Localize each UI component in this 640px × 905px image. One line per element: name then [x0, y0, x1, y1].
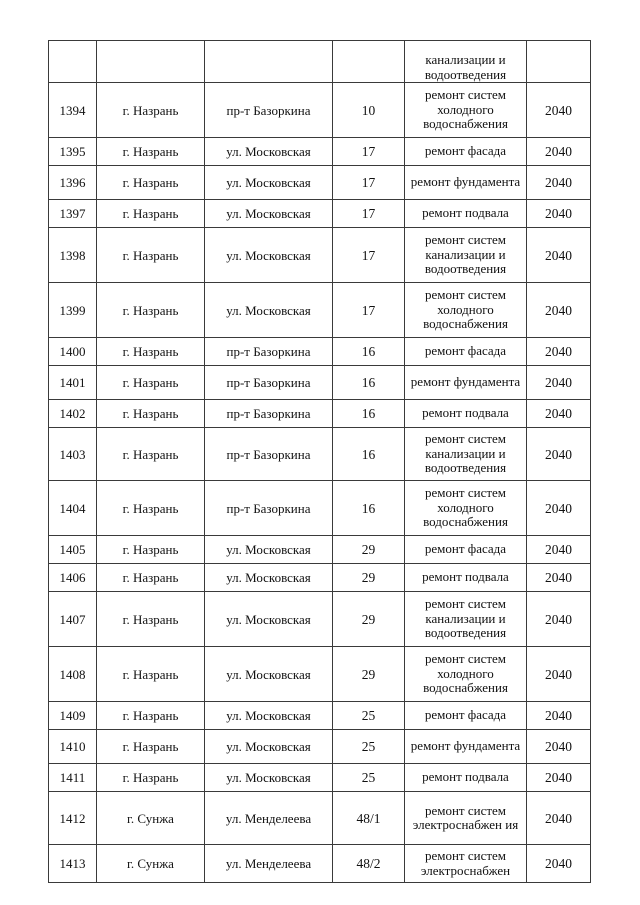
table-row — [49, 592, 591, 647]
table-row — [49, 338, 591, 366]
street-cell: ул. Менделеева — [205, 792, 333, 845]
house-cell: 16 — [333, 338, 405, 366]
row-number — [49, 41, 97, 83]
city-cell: г. Назрань — [97, 647, 205, 702]
table-row — [49, 138, 591, 166]
year-cell: 2040 — [527, 428, 591, 481]
row-number: 1399 — [49, 283, 97, 338]
work-type-cell: ремонт подвала — [405, 764, 527, 792]
city-cell: г. Назрань — [97, 764, 205, 792]
work-type-cell: ремонт систем холодного водоснабжения — [405, 283, 527, 338]
work-type-cell: ремонт фасада — [405, 536, 527, 564]
street-cell: ул. Московская — [205, 228, 333, 283]
year-cell: 2040 — [527, 400, 591, 428]
row-number: 1394 — [49, 83, 97, 138]
table-row — [49, 428, 591, 481]
table-row — [49, 792, 591, 845]
table-row — [49, 564, 591, 592]
street-cell: ул. Московская — [205, 764, 333, 792]
street-cell: ул. Московская — [205, 283, 333, 338]
row-number: 1411 — [49, 764, 97, 792]
house-cell — [333, 41, 405, 83]
house-cell: 16 — [333, 481, 405, 536]
house-cell: 17 — [333, 228, 405, 283]
table-row — [49, 83, 591, 138]
table-row — [49, 228, 591, 283]
work-type-cell: ремонт систем холодного водоснабжения — [405, 83, 527, 138]
city-cell: г. Назрань — [97, 564, 205, 592]
work-type-cell: ремонт фасада — [405, 702, 527, 730]
table-row — [49, 647, 591, 702]
row-number: 1408 — [49, 647, 97, 702]
repair-schedule-table — [48, 40, 591, 883]
year-cell: 2040 — [527, 845, 591, 883]
street-cell: ул. Московская — [205, 536, 333, 564]
street-cell — [205, 41, 333, 83]
city-cell: г. Назрань — [97, 592, 205, 647]
work-type-cell: ремонт фундамента — [405, 166, 527, 200]
house-cell: 16 — [333, 428, 405, 481]
row-number: 1410 — [49, 730, 97, 764]
house-cell: 17 — [333, 166, 405, 200]
street-cell: пр-т Базоркина — [205, 428, 333, 481]
city-cell: г. Назрань — [97, 283, 205, 338]
city-cell: г. Сунжа — [97, 792, 205, 845]
house-cell: 17 — [333, 138, 405, 166]
city-cell: г. Назрань — [97, 166, 205, 200]
house-cell: 25 — [333, 702, 405, 730]
row-number: 1401 — [49, 366, 97, 400]
house-cell: 48/2 — [333, 845, 405, 883]
year-cell: 2040 — [527, 228, 591, 283]
year-cell: 2040 — [527, 481, 591, 536]
work-type-cell: ремонт систем холодного водоснабжения — [405, 481, 527, 536]
table-row — [49, 536, 591, 564]
city-cell: г. Назрань — [97, 138, 205, 166]
house-cell: 16 — [333, 400, 405, 428]
house-cell: 29 — [333, 647, 405, 702]
house-cell: 29 — [333, 536, 405, 564]
year-cell: 2040 — [527, 83, 591, 138]
work-type-cell: канализации и водоотведения — [405, 41, 527, 83]
street-cell: ул. Московская — [205, 166, 333, 200]
city-cell: г. Назрань — [97, 536, 205, 564]
table-body — [49, 41, 591, 883]
street-cell: ул. Московская — [205, 730, 333, 764]
work-type-cell: ремонт фасада — [405, 338, 527, 366]
city-cell: г. Назрань — [97, 200, 205, 228]
house-cell: 16 — [333, 366, 405, 400]
row-number: 1395 — [49, 138, 97, 166]
street-cell: ул. Московская — [205, 702, 333, 730]
year-cell: 2040 — [527, 592, 591, 647]
table-row — [49, 845, 591, 883]
table-row — [49, 702, 591, 730]
work-type-cell: ремонт подвала — [405, 200, 527, 228]
work-type-cell: ремонт систем канализации и водоотведения — [405, 428, 527, 481]
street-cell: пр-т Базоркина — [205, 338, 333, 366]
row-number: 1405 — [49, 536, 97, 564]
work-type-cell: ремонт систем канализации и водоотведения — [405, 592, 527, 647]
row-number: 1402 — [49, 400, 97, 428]
work-type-cell: ремонт подвала — [405, 400, 527, 428]
house-cell: 25 — [333, 730, 405, 764]
street-cell: ул. Менделеева — [205, 845, 333, 883]
document-page — [48, 40, 591, 883]
row-number: 1396 — [49, 166, 97, 200]
row-number: 1407 — [49, 592, 97, 647]
row-number: 1409 — [49, 702, 97, 730]
year-cell: 2040 — [527, 764, 591, 792]
table-row — [49, 400, 591, 428]
row-number: 1404 — [49, 481, 97, 536]
year-cell: 2040 — [527, 730, 591, 764]
house-cell: 10 — [333, 83, 405, 138]
table-row — [49, 283, 591, 338]
table-row — [49, 200, 591, 228]
year-cell: 2040 — [527, 366, 591, 400]
house-cell: 25 — [333, 764, 405, 792]
street-cell: ул. Московская — [205, 592, 333, 647]
year-cell: 2040 — [527, 338, 591, 366]
row-number: 1413 — [49, 845, 97, 883]
table-row — [49, 730, 591, 764]
work-type-cell: ремонт систем электроснабжен — [405, 845, 527, 883]
row-number: 1398 — [49, 228, 97, 283]
row-number: 1400 — [49, 338, 97, 366]
street-cell: ул. Московская — [205, 647, 333, 702]
city-cell: г. Назрань — [97, 83, 205, 138]
street-cell: ул. Московская — [205, 200, 333, 228]
street-cell: ул. Московская — [205, 564, 333, 592]
street-cell: ул. Московская — [205, 138, 333, 166]
city-cell — [97, 41, 205, 83]
table-row — [49, 166, 591, 200]
street-cell: пр-т Базоркина — [205, 366, 333, 400]
house-cell: 17 — [333, 283, 405, 338]
year-cell: 2040 — [527, 200, 591, 228]
city-cell: г. Назрань — [97, 366, 205, 400]
street-cell: пр-т Базоркина — [205, 83, 333, 138]
table-row — [49, 366, 591, 400]
house-cell: 29 — [333, 564, 405, 592]
city-cell: г. Назрань — [97, 481, 205, 536]
city-cell: г. Назрань — [97, 730, 205, 764]
year-cell: 2040 — [527, 138, 591, 166]
year-cell: 2040 — [527, 792, 591, 845]
row-number: 1412 — [49, 792, 97, 845]
street-cell: пр-т Базоркина — [205, 400, 333, 428]
row-number: 1403 — [49, 428, 97, 481]
work-type-cell: ремонт фасада — [405, 138, 527, 166]
row-number: 1406 — [49, 564, 97, 592]
city-cell: г. Сунжа — [97, 845, 205, 883]
city-cell: г. Назрань — [97, 702, 205, 730]
work-type-cell: ремонт систем холодного водоснабжения — [405, 647, 527, 702]
work-type-cell: ремонт фундамента — [405, 366, 527, 400]
year-cell: 2040 — [527, 647, 591, 702]
street-cell: пр-т Базоркина — [205, 481, 333, 536]
year-cell: 2040 — [527, 564, 591, 592]
year-cell — [527, 41, 591, 83]
city-cell: г. Назрань — [97, 428, 205, 481]
city-cell: г. Назрань — [97, 228, 205, 283]
year-cell: 2040 — [527, 166, 591, 200]
row-number: 1397 — [49, 200, 97, 228]
table-row — [49, 41, 591, 83]
work-type-cell: ремонт подвала — [405, 564, 527, 592]
work-type-cell: ремонт систем электроснабжен ия — [405, 792, 527, 845]
table-row — [49, 764, 591, 792]
year-cell: 2040 — [527, 536, 591, 564]
year-cell: 2040 — [527, 283, 591, 338]
house-cell: 48/1 — [333, 792, 405, 845]
work-type-cell: ремонт систем канализации и водоотведения — [405, 228, 527, 283]
city-cell: г. Назрань — [97, 400, 205, 428]
table-row — [49, 481, 591, 536]
city-cell: г. Назрань — [97, 338, 205, 366]
work-type-cell: ремонт фундамента — [405, 730, 527, 764]
house-cell: 17 — [333, 200, 405, 228]
year-cell: 2040 — [527, 702, 591, 730]
house-cell: 29 — [333, 592, 405, 647]
